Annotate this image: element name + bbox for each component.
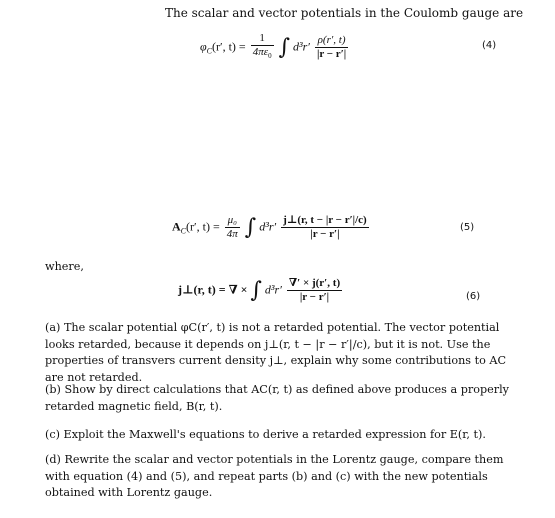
eq4-number: (4) [482, 40, 497, 51]
eq4-lhs-sub: C [206, 46, 212, 56]
eq5-integrand-den: |r − r′| [310, 228, 340, 240]
eq5-prefactor-den: 4π [226, 228, 238, 240]
part-c-text: (c) Exploit the Maxwell's equations to derive a retarded expression for E(r, t). [45, 428, 486, 441]
intro-text: The scalar and vector potentials in the Coulomb gauge are [165, 6, 524, 20]
eq6-integrand-den: |r − r′| [299, 291, 330, 303]
eq6-lhs: j⊥(r, t) = ∇ × [178, 282, 248, 297]
eq4-lhs-args: (r′, t) = [211, 39, 246, 54]
equation-5 [172, 214, 371, 241]
eq5-lhs-args: (r′, t) = [186, 219, 220, 234]
eq4-prefactor-den-sub: 0 [268, 52, 272, 61]
eq5-lhs: A [172, 219, 181, 234]
eq5-integrand [281, 214, 369, 241]
eq5-integral-sign: ∫ [244, 215, 257, 240]
part-b [45, 382, 513, 415]
eq4-prefactor-den: 4πε [252, 46, 269, 58]
eq6-integrand [287, 277, 342, 304]
part-b-text: (b) Show by direct calculations that AC(r, t) as defined above produces a properly retarded magnetic field, B(r, t). [45, 383, 509, 413]
part-a [45, 320, 513, 386]
eq4-prefactor [251, 32, 274, 63]
eq4-lhs: φ [200, 39, 207, 54]
eq6-number: (6) [466, 291, 481, 302]
eq5-prefactor-num: μ₀ [225, 214, 240, 228]
eq4-prefactor-num: 1 [251, 32, 274, 46]
where-label: where, [45, 260, 84, 273]
eq4-integrand [315, 34, 348, 61]
eq4-measure: d³r′ [293, 39, 310, 54]
eq4-integral-sign: ∫ [278, 35, 291, 61]
part-d [45, 452, 513, 502]
eq5-lhs-sub: C [180, 226, 187, 236]
part-d-text: (d) Rewrite the scalar and vector potentials in the Lorentz gauge, compare them with equation (4) and (5), and repeat parts (b) and (c) with the new potentials obtained with Lorentz gauge. [45, 453, 504, 499]
eq4-integrand-den: |r − r′| [316, 48, 347, 61]
eq5-prefactor [225, 214, 240, 241]
eq5-measure: d³r′ [259, 219, 277, 234]
eq5-integrand-num: j⊥(r, t − |r − r′|/c) [283, 214, 367, 226]
eq6-integrand-num: ∇′ × j(r′, t) [288, 277, 341, 289]
part-c [45, 427, 513, 444]
equation-6 [178, 277, 344, 304]
equation-4 [200, 32, 350, 63]
eq6-measure: d³r′ [264, 282, 282, 297]
part-a-text: (a) The scalar potential φC(r′, t) is not a retarded potential. The vector potential looks retarded, because it depends on j⊥(r, t − |r − r′|/c), but it is not. Use the properties of transvers current density j⊥, explain why some contributions to AC are not retarded. [45, 321, 507, 384]
eq5-number: (5) [460, 222, 475, 233]
eq4-integrand-num: ρ(r′, t) [315, 34, 348, 48]
eq6-integral-sign: ∫ [250, 278, 262, 303]
